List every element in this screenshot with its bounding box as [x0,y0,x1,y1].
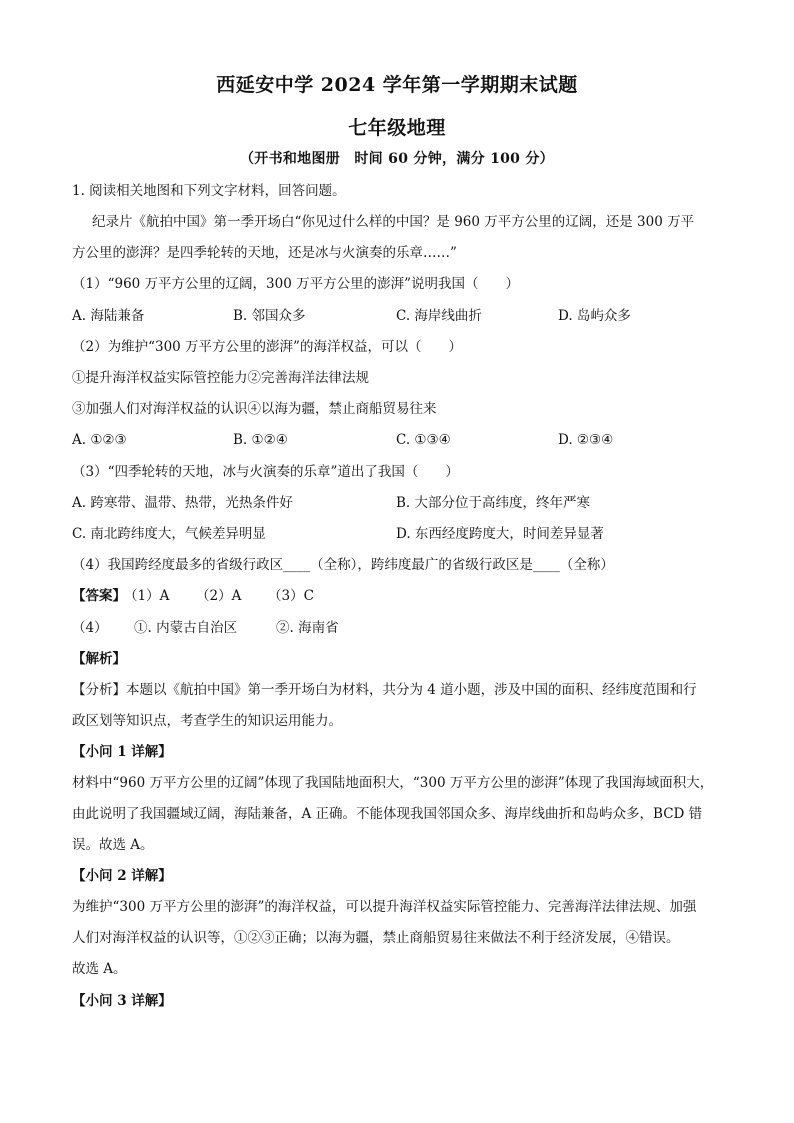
option-a: A. 跨寒带、温带、热带，光热条件好 [72,495,293,511]
option-c: C. ①③④ [396,432,451,448]
option-d: D. ②③④ [558,432,614,448]
sub-question-1: （1）“960 万平方公里的辽阔，300 万平方公里的澎湃”说明我国（ ） [72,276,520,292]
analysis-text: 材料中“960 万平方公里的辽阔”体现了我国陆地面积大，“300 万平方公里的澎湃”体现了我国海域面积大， [72,775,714,791]
analysis-label: 【解析】 [72,651,126,667]
statement-line: ①提升海洋权益实际管控能力②完善海洋法律法规 [72,370,369,386]
answer-blank: ①. 内蒙古自治区 [134,620,238,636]
options-row-2 [0,430,794,450]
sub-question-3: （3）“四季轮转的天地，冰与火演奏的乐章”道出了我国（ ） [72,464,459,480]
answer-label: 【答案】 [72,588,126,604]
analysis-text: 人们对海洋权益的认识等，①②③正确；以海为疆，禁止商船贸易往来做法不利于经济发展，④错误。 [72,930,680,946]
exam-note: （开书和地图册 时间 60 分钟，满分 100 分） [239,151,554,167]
exam-title: 西延安中学 2024 学年第一学期期末试题 [216,74,578,96]
sub-question-2: （2）为维护“300 万平方公里的澎湃”的海洋权益，可以（ ） [72,339,462,355]
analysis-overview: 政区划等知识点，考查学生的知识运用能力。 [72,713,342,729]
option-a: A. ①②③ [72,432,127,448]
option-d: D. 东西经度跨度大，时间差异显著 [396,526,604,542]
answer-row [0,586,794,606]
statement-line: ③加强人们对海洋权益的认识④以海为疆，禁止商船贸易往来 [72,401,437,417]
material-line: 方公里的澎湃？是四季轮转的天地，还是冰与火演奏的乐章……” [72,245,457,261]
analysis-text: 故选 A。 [72,961,127,977]
question-stem: 1. 阅读相关地图和下列文字材料，回答问题。 [72,183,346,199]
answer-blank: ②. 海南省 [276,620,339,636]
option-b: B. 邻国众多 [233,308,306,324]
answer-row-4 [0,618,794,638]
sub-detail-label-2: 【小问 2 详解】 [72,868,172,884]
answer-q4-label: （4） [72,620,108,636]
analysis-overview: 【分析】本题以《航拍中国》第一季开场白为材料，共分为 4 道小题，涉及中国的面积、经纬度范围和行 [72,682,697,698]
option-b: B. 大部分位于高纬度，终年严寒 [396,495,591,511]
answer-part: （1）A [124,588,170,604]
option-d: D. 岛屿众多 [558,308,631,324]
options-row-1 [0,306,794,326]
options-row-3a [0,493,794,513]
analysis-text: 误。故选 A。 [72,837,154,853]
material-line: 纪录片《航拍中国》第一季开场白“你见过什么样的中国？是 960 万平方公里的辽阔，还是 300 万平 [92,214,695,230]
exam-subtitle: 七年级地理 [348,117,446,139]
option-a: A. 海陆兼备 [72,308,145,324]
sub-detail-label-1: 【小问 1 详解】 [72,744,172,760]
analysis-text: 为维护“300 万平方公里的澎湃”的海洋权益，可以提升海洋权益实际管控能力、完善海洋法律法规、加强 [72,899,697,915]
analysis-text: 由此说明了我国疆域辽阔，海陆兼备，A 正确。不能体现我国邻国众多、海岸线曲折和岛屿众多，BCD 错 [72,806,703,822]
sub-question-4: （4）我国跨经度最多的省级行政区____（全称），跨纬度最广的省级行政区是____（全称） [72,557,614,573]
answer-part: （2）A [196,588,242,604]
option-b: B. ①②④ [233,432,288,448]
sub-detail-label-3: 【小问 3 详解】 [72,993,172,1009]
options-row-3b [0,524,794,544]
answer-part: （3）C [268,588,314,604]
option-c: C. 南北跨纬度大，气候差异明显 [72,526,266,542]
option-c: C. 海岸线曲折 [396,308,482,324]
